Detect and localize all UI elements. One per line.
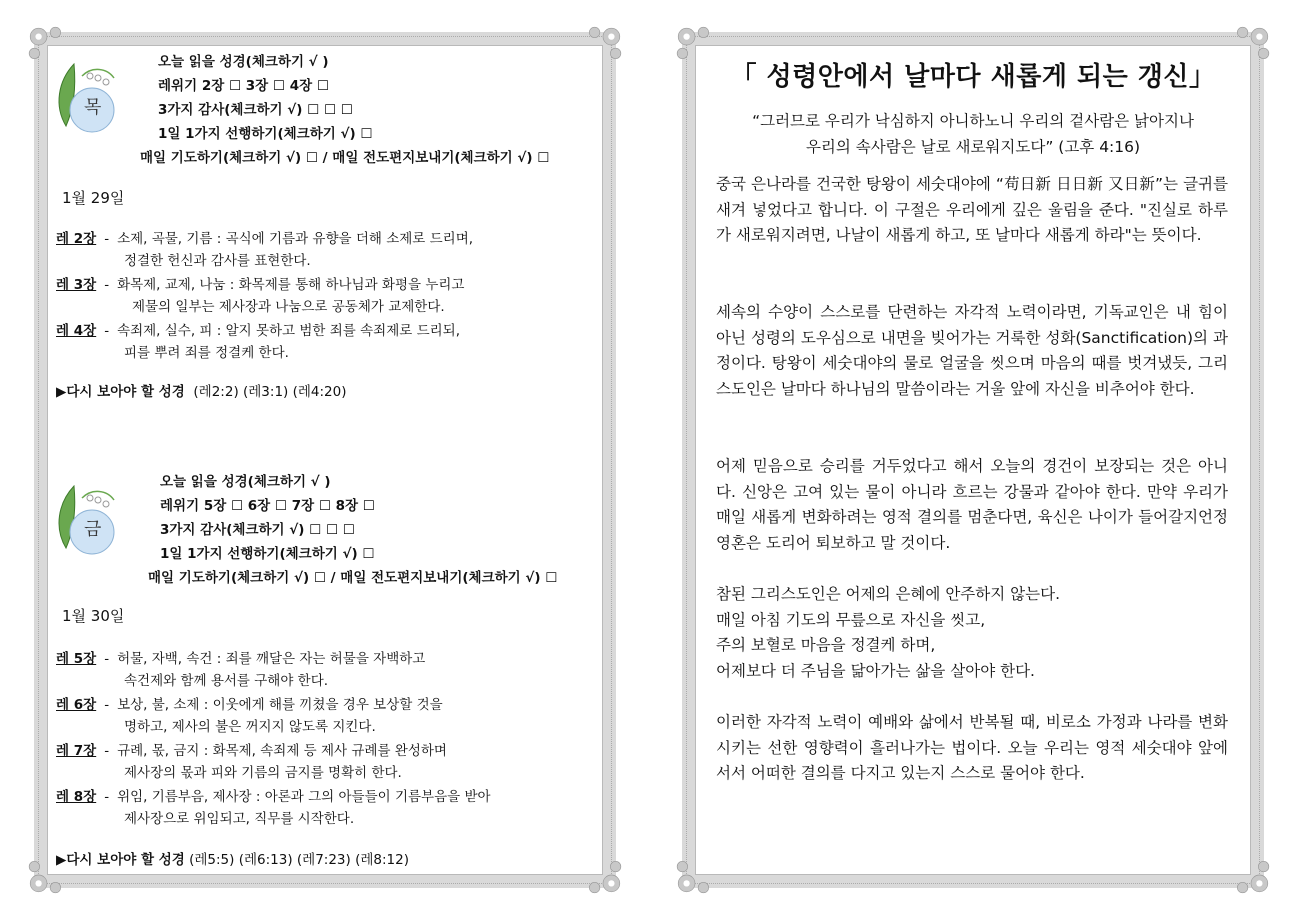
scripture-quote-line: 우리의 속사람은 날로 새로워지도다” (고후 4:16) xyxy=(805,138,1141,156)
good-deed-check[interactable]: 1일 1가지 선행하기(체크하기 √) ☐ xyxy=(160,546,375,562)
left-page xyxy=(34,32,616,888)
entry-cont: 제사장으로 위임되고, 직무를 시작한다. xyxy=(124,811,355,827)
entry-row: 레 4장 - 속죄제, 실수, 피 : 알지 못하고 범한 죄를 속죄제로 드리되, xyxy=(56,323,461,339)
body-paragraph: 중국 은나라를 건국한 탕왕이 세숫대야에 “苟日新 日日新 又日新”는 글귀를 새겨 넣었다고 합니다. 이 구절은 우리에게 깊은 울림을 준다. "진실로 하루가 새로워지려면, 나날이 새롭게 하고, 또 날마다 새롭게 하라"는 뜻이다. xyxy=(716,175,1228,244)
entry-cont: 제물의 일부는 제사장과 나눔으로 공동체가 교제한다. xyxy=(132,299,445,315)
right-content xyxy=(696,46,1250,874)
lily-of-the-valley-icon xyxy=(52,56,122,136)
lily-of-the-valley-icon xyxy=(52,478,122,558)
body-paragraph: 이러한 자각적 노력이 예배와 삶에서 반복될 때, 비로소 가정과 나라를 변화시키는 선한 영향력이 흘러나가는 법이다. 오늘 우리는 영적 세숫대야 앞에 서서 어떠한 결의를 다지고 있는지 스스로 물어야 한다. xyxy=(716,713,1228,782)
reading-header: 오늘 읽을 성경(체크하기 √ ) xyxy=(158,54,329,70)
good-deed-check[interactable]: 1일 1가지 선행하기(체크하기 √) ☐ xyxy=(158,126,373,142)
date: 1월 30일 xyxy=(62,607,125,625)
review-line: ▶다시 보아야 할 성경 (레2:2) (레3:1) (레4:20) xyxy=(56,384,347,400)
entry-row: 레 5장 - 허물, 자백, 속건 : 죄를 깨달은 자는 허물을 자백하고 xyxy=(56,651,426,667)
scripture-quote-line: “그러므로 우리가 낙심하지 아니하노니 우리의 겉사람은 낡아지나 xyxy=(752,112,1194,130)
day-char: 목 xyxy=(84,97,102,118)
left-content xyxy=(48,46,602,874)
entry-row: 레 6장 - 보상, 불, 소제 : 이웃에게 해를 끼쳤을 경우 보상할 것을 xyxy=(56,697,443,713)
entry-row: 레 7장 - 규례, 몫, 금지 : 화목제, 속죄제 등 제사 규례를 완성하며 xyxy=(56,743,447,759)
entry-cont: 명하고, 제사의 불은 꺼지지 않도록 지킨다. xyxy=(124,719,376,735)
body-paragraph: 어제 믿음으로 승리를 거두었다고 해서 오늘의 경건이 보장되는 것은 아니다. 신앙은 고여 있는 물이 아니라 흐르는 강물과 같아야 한다. 만약 우리가 매일 새롭게 변화하려는 영적 결의를 멈춘다면, 육신은 나이가 들어갈지언정 영혼은 도리어 퇴보하고 말 것이다. xyxy=(716,457,1228,552)
day-char: 금 xyxy=(84,519,102,540)
entry-cont: 정결한 헌신과 감사를 표현한다. xyxy=(124,253,311,269)
body-paragraph: 세속의 수양이 스스로를 단련하는 자각적 노력이라면, 기독교인은 내 힘이 아닌 성령의 도우심으로 내면을 빚어가는 거룩한 성화(Sanctification)의 과정이다. 탕왕이 세숫대야의 물로 얼굴을 씻으며 마음의 때를 벗겨냈듯, 그리스도인은 날마다 하나님의 말씀이라는 거울 앞에 자신을 비추어야 한다. xyxy=(716,303,1228,398)
entry-row: 레 3장 - 화목제, 교제, 나눔 : 화목제를 통해 하나님과 화평을 누리고 xyxy=(56,277,465,293)
entry-row: 레 8장 - 위임, 기름부음, 제사장 : 아론과 그의 아들들이 기름부음을 받아 xyxy=(56,789,491,805)
right-page xyxy=(682,32,1264,888)
date: 1월 29일 xyxy=(62,189,125,207)
prayer-check[interactable]: 매일 기도하기(체크하기 √) ☐ / 매일 전도편지보내기(체크하기 √) ☐ xyxy=(140,150,550,166)
review-line: ▶다시 보아야 할 성경 (레5:5) (레6:13) (레7:23) (레8:12) xyxy=(56,852,409,868)
prayer-check[interactable]: 매일 기도하기(체크하기 √) ☐ / 매일 전도편지보내기(체크하기 √) ☐ xyxy=(148,570,558,586)
body-paragraph: 참된 그리스도인은 어제의 은혜에 안주하지 않는다. 매일 아침 기도의 무릎으로 자신을 씻고, 주의 보혈로 마음을 정결케 하며, 어제보다 더 주님을 닮아가는 삶을 살아야 한다. xyxy=(716,585,1060,680)
entry-cont: 제사장의 몫과 피와 기름의 금지를 명확히 한다. xyxy=(124,765,402,781)
page-title: 「 성령안에서 날마다 새롭게 되는 갱신」 xyxy=(730,62,1216,92)
reading-chapters[interactable]: 레위기 2장 ☐ 3장 ☐ 4장 ☐ xyxy=(158,78,329,94)
reading-chapters[interactable]: 레위기 5장 ☐ 6장 ☐ 7장 ☐ 8장 ☐ xyxy=(160,498,375,514)
entry-row: 레 2장 - 소제, 곡물, 기름 : 곡식에 기름과 유향을 더해 소제로 드리며, xyxy=(56,231,474,247)
reading-header: 오늘 읽을 성경(체크하기 √ ) xyxy=(160,474,331,490)
gratitude-check[interactable]: 3가지 감사(체크하기 √) ☐ ☐ ☐ xyxy=(160,522,355,538)
entry-cont: 속건제와 함께 용서를 구해야 한다. xyxy=(124,673,329,689)
entry-cont: 피를 뿌려 죄를 정결케 한다. xyxy=(124,345,289,361)
gratitude-check[interactable]: 3가지 감사(체크하기 √) ☐ ☐ ☐ xyxy=(158,102,353,118)
